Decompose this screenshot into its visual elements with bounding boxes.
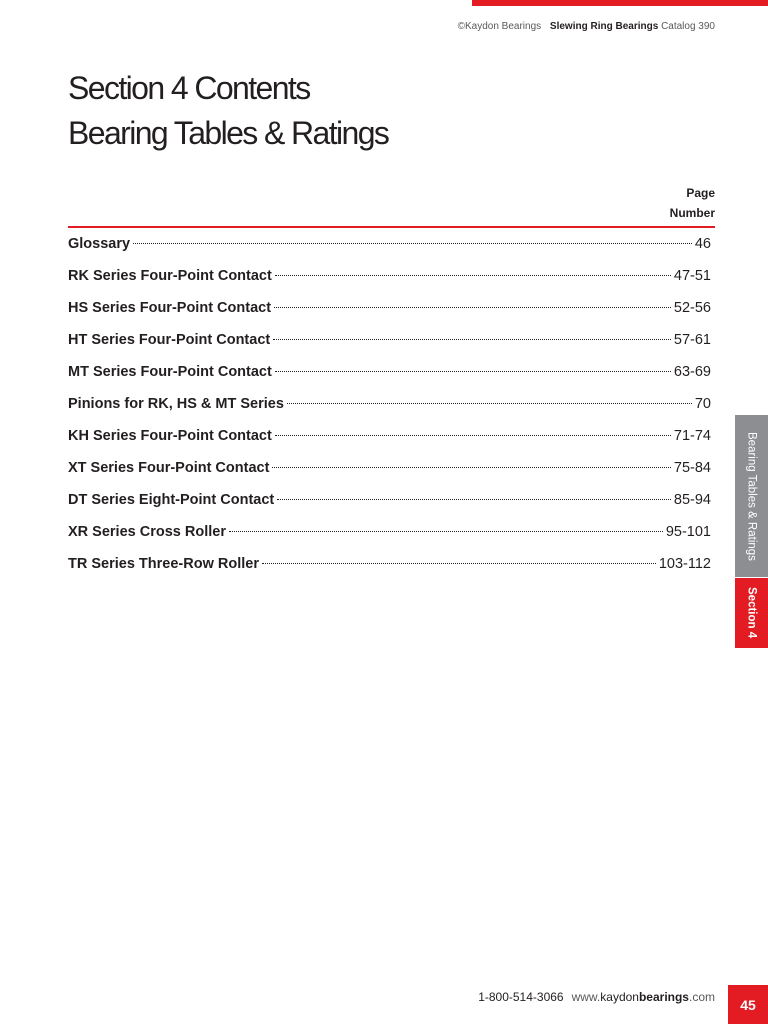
top-accent-bar bbox=[472, 0, 768, 6]
toc-dot-leader bbox=[275, 371, 671, 372]
heading-divider bbox=[68, 226, 715, 228]
toc-dot-leader bbox=[262, 563, 656, 564]
page-number-heading-line-1: Page bbox=[686, 186, 715, 200]
toc-entry-page: 70 bbox=[694, 396, 711, 412]
footer-url-prefix: www. bbox=[571, 990, 601, 1004]
toc-dot-leader bbox=[287, 403, 692, 404]
header-series: Slewing Ring Bearings bbox=[549, 21, 659, 32]
toc-entry-label: DT Series Eight-Point Contact bbox=[68, 492, 275, 508]
toc-entry-label: KH Series Four-Point Contact bbox=[68, 428, 272, 444]
side-tab-section-number bbox=[735, 578, 768, 648]
toc-entry-label: HS Series Four-Point Contact bbox=[68, 300, 272, 316]
toc-entry-label: MT Series Four-Point Contact bbox=[68, 364, 272, 380]
toc-entry[interactable] bbox=[68, 424, 711, 456]
toc-entry-page: 95-101 bbox=[665, 524, 711, 540]
toc-entry-label: XR Series Cross Roller bbox=[68, 524, 226, 540]
toc-entry-page: 47-51 bbox=[673, 268, 711, 284]
page-title-line-1: Section 4 Contents bbox=[68, 70, 310, 106]
toc-entry-page: 63-69 bbox=[673, 364, 711, 380]
footer-url-tld: .com bbox=[688, 990, 715, 1004]
toc-entry[interactable] bbox=[68, 232, 711, 264]
toc-entry[interactable] bbox=[68, 392, 711, 424]
footer-url-brand-b: bearings bbox=[638, 990, 689, 1004]
toc-entry-label: HT Series Four-Point Contact bbox=[68, 332, 271, 348]
toc-entry-page: 46 bbox=[694, 236, 711, 252]
page-number: 45 bbox=[740, 996, 756, 1013]
toc-entry[interactable] bbox=[68, 456, 711, 488]
toc-entry-page: 57-61 bbox=[673, 332, 711, 348]
header-copyright: ©Kaydon Bearings bbox=[457, 21, 542, 32]
page-number-heading-line-2: Number bbox=[669, 206, 715, 220]
footer-url-brand-a: kaydon bbox=[600, 990, 639, 1004]
toc-entry-label: Pinions for RK, HS & MT Series bbox=[68, 396, 284, 412]
header-catalog: Catalog 390 bbox=[661, 21, 715, 32]
toc-dot-leader bbox=[229, 531, 663, 532]
toc-dot-leader bbox=[133, 243, 692, 244]
toc-dot-leader bbox=[275, 435, 671, 436]
toc-dot-leader bbox=[277, 499, 671, 500]
toc-entry[interactable] bbox=[68, 360, 711, 392]
toc-entry-page: 85-94 bbox=[673, 492, 711, 508]
toc-entry-page: 52-56 bbox=[673, 300, 711, 316]
toc-entry-label: XT Series Four-Point Contact bbox=[68, 460, 270, 476]
toc-entry[interactable] bbox=[68, 552, 711, 584]
toc-entry[interactable] bbox=[68, 328, 711, 360]
toc-entry[interactable] bbox=[68, 488, 711, 520]
toc-entry-label: RK Series Four-Point Contact bbox=[68, 268, 272, 284]
toc-dot-leader bbox=[273, 339, 671, 340]
footer-contact bbox=[478, 990, 715, 1004]
table-of-contents bbox=[68, 232, 711, 584]
page-number-badge bbox=[728, 985, 768, 1024]
side-tab-section-title-text: Bearing Tables & Ratings bbox=[745, 431, 758, 561]
toc-dot-leader bbox=[275, 275, 671, 276]
side-tab-section-number-text: Section 4 bbox=[745, 587, 758, 639]
toc-entry-label: Glossary bbox=[68, 236, 131, 252]
toc-entry-page: 71-74 bbox=[673, 428, 711, 444]
page-number-column-heading bbox=[670, 183, 715, 223]
page-title bbox=[68, 66, 388, 156]
toc-entry[interactable] bbox=[68, 520, 711, 552]
toc-dot-leader bbox=[272, 467, 670, 468]
footer-phone: 1-800-514-3066 bbox=[478, 990, 564, 1004]
toc-entry-page: 75-84 bbox=[673, 460, 711, 476]
page-title-line-2: Bearing Tables & Ratings bbox=[68, 115, 389, 151]
toc-dot-leader bbox=[274, 307, 671, 308]
side-tab-section-title bbox=[735, 415, 768, 577]
running-header bbox=[458, 21, 715, 32]
toc-entry[interactable] bbox=[68, 296, 711, 328]
toc-entry-page: 103-112 bbox=[658, 556, 711, 572]
toc-entry-label: TR Series Three-Row Roller bbox=[68, 556, 259, 572]
toc-entry[interactable] bbox=[68, 264, 711, 296]
